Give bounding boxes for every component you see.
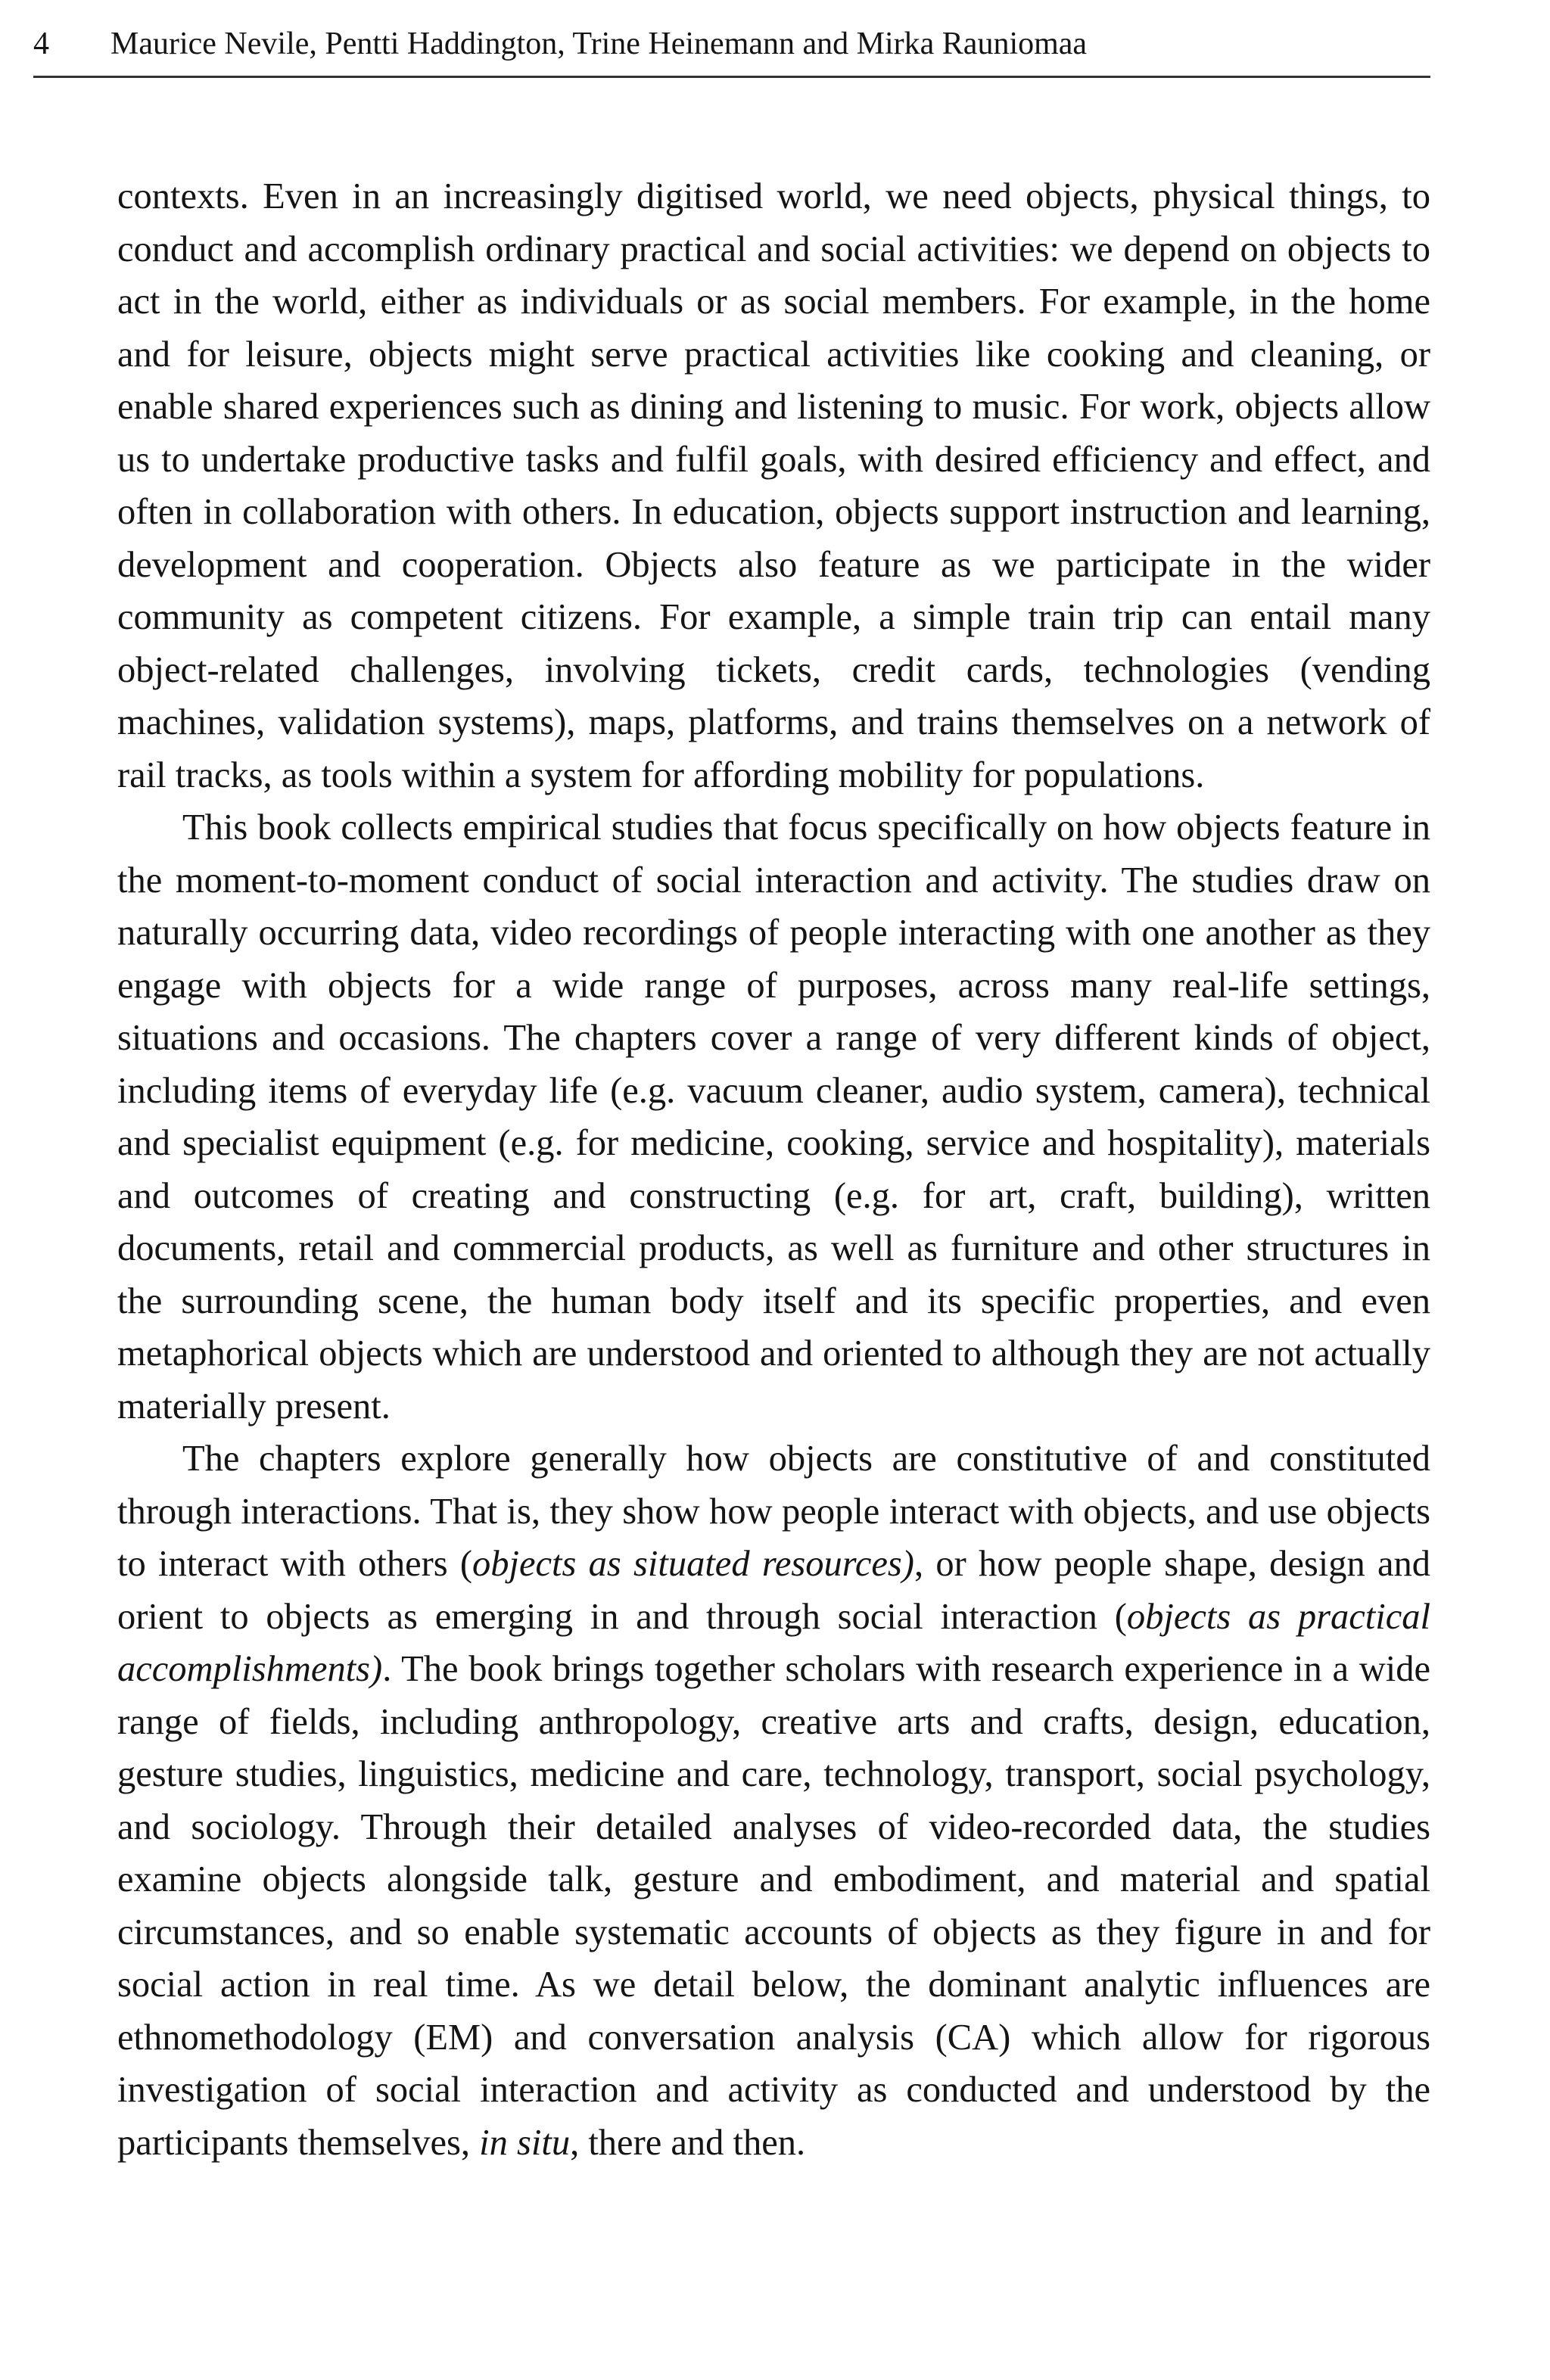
paragraph-3 <box>117 1433 1430 2169</box>
paragraph-3-text: , or how people shape, design and orient to objects as emerging in and through social interaction ( <box>117 1544 1430 1637</box>
running-head <box>33 17 1430 78</box>
italic-term-situated-resources: objects as situated resources) <box>472 1544 914 1584</box>
page-number: 4 <box>33 26 49 61</box>
paragraph-2: This book collects empirical studies that focus specifically on how objects feature in the moment-to-moment conduct of social interaction and activity. The studies draw on naturally occurring data, video recordings of people interacting with one another as they engage with objects for a wide range of purposes, across many real-life settings, situations and occasions. The chapters cover a range of very different kinds of object, including items of everyday life (e.g. vacuum cleaner, audio system, camera), technical and specialist equipment (e.g. for medicine, cooking, service and hospitality), materials and outcomes of creating and constructing (e.g. for art, craft, building), written documents, retail and commercial products, as well as furniture and other structures in the surrounding scene, the human body itself and its specific properties, and even metaphorical objects which are understood and oriented to although they are not actually materially present. <box>117 807 1430 1426</box>
paragraph-3-text: . The book brings together scholars with research experience in a wide range of fields, including anthropology, creative arts and crafts, design, education, gesture studies, linguistics, medicine and care, technology, transport, social psychology, and sociology. Through their detailed analyses of video-recorded data, the studies examine objects alongside talk, gesture and embodiment, and material and spatial circumstances, and so enable systematic accounts of objects as they figure in and for social action in real time. As we detail below, the dominant analytic influences are ethnomethodology (EM) and conversation analysis (CA) which allow for rigorous investigation of social interaction and activity as conducted and understood by the participants themselves, <box>117 1649 1430 2163</box>
paragraph-1: contexts. Even in an increasingly digitised world, we need objects, physical things, to conduct and accomplish ordinary practical and social activities: we depend on objects to act in the world, either as individuals or as social members. For example, in the home and for leisure, objects might serve practical activities like cooking and cleaning, or enable shared experiences such as dining and listening to music. For work, objects allow us to undertake productive tasks and fulfil goals, with desired efficiency and effect, and often in collaboration with others. In education, objects support instruction and learning, development and cooperation. Objects also feature as we participate in the wider community as competent citizens. For example, a simple train trip can entail many object-related challenges, involving tickets, credit cards, technologies (vending machines, validation systems), maps, platforms, and trains themselves on a network of rail tracks, as tools within a system for affording mobility for populations. <box>117 176 1430 795</box>
running-head-authors: Maurice Nevile, Pentti Haddington, Trine Heinemann and Mirka Rauniomaa <box>110 26 1088 61</box>
paragraph-3-text: The chapters explore generally how objects are constitutive of and constituted through interactions. That is, they show how people interact with objects, and use objects to interact with others ( <box>117 1439 1430 1584</box>
paragraph-3-text: , there and then. <box>570 2122 806 2163</box>
italic-term-in-situ: in situ <box>479 2122 571 2163</box>
italic-term-practical-accomplishments: objects as practical accomplishments) <box>117 1596 1430 1689</box>
body-text <box>117 170 1430 2169</box>
